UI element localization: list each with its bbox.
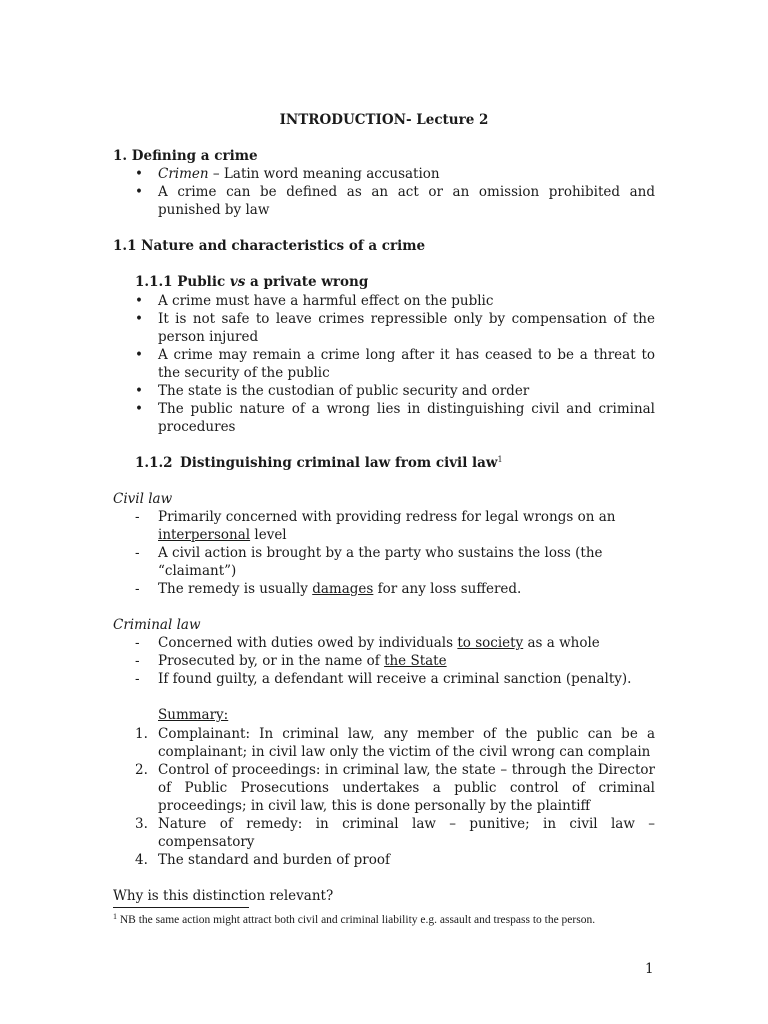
list-item (113, 346, 655, 382)
heading-number: 1.1.2 (135, 455, 173, 471)
bullet-icon: • (135, 184, 143, 200)
criminal-law-heading: Criminal law (113, 617, 201, 633)
footnote-separator (113, 907, 249, 908)
bullet-icon: • (135, 383, 143, 399)
list-item (113, 544, 655, 580)
heading-emphasis: vs (229, 274, 246, 290)
list-item (113, 652, 655, 670)
dash-icon: - (135, 581, 140, 597)
list-item-text: level (250, 527, 287, 543)
heading-text: Distinguishing criminal law from civil law (180, 455, 498, 471)
list-item (113, 183, 655, 219)
footnote (113, 913, 673, 927)
item-number: 3. (135, 816, 148, 832)
list-item (113, 165, 655, 183)
list-item (113, 815, 655, 851)
list-item-text: for any loss suffered. (373, 581, 522, 597)
section-1-1-1-list (113, 292, 655, 436)
underlined-term: interpersonal (158, 527, 251, 543)
footnote-reference[interactable]: 1 (497, 455, 503, 464)
list-item (113, 670, 655, 688)
closing-question: Why is this distinction relevant? (113, 888, 334, 904)
section-1-1-2-heading (135, 454, 655, 472)
civil-law-list (113, 508, 655, 598)
page-number: 1 (645, 961, 654, 977)
item-number: 4. (135, 852, 148, 868)
section-1-list (113, 165, 655, 219)
list-item-text: It is not safe to leave crimes repressible only by compensation of the person injured (158, 311, 655, 345)
list-item (113, 761, 655, 815)
civil-law-heading: Civil law (113, 491, 173, 507)
list-item-text: If found guilty, a defendant will receive a criminal sanction (penalty). (158, 671, 632, 687)
list-item-text: as a whole (523, 635, 600, 651)
list-item-text: A civil action is brought by a the party who sustains the loss (the “claimant”) (158, 545, 603, 579)
list-item-text: A crime may remain a crime long after it has ceased to be a threat to the security of the public (158, 347, 655, 381)
item-number: 2. (135, 762, 148, 778)
item-number: 1. (135, 726, 148, 742)
list-item-text: Primarily concerned with providing redress for legal wrongs on an (158, 509, 616, 525)
list-item-text: The standard and burden of proof (158, 852, 390, 868)
list-item (113, 400, 655, 436)
criminal-law-list (113, 634, 655, 688)
summary-list (113, 725, 655, 869)
document-title: INTRODUCTION- Lecture 2 (279, 112, 489, 128)
bullet-icon: • (135, 401, 143, 417)
section-1-heading: 1. Defining a crime (113, 148, 258, 164)
list-item-text: – Latin word meaning accusation (208, 166, 440, 182)
heading-text: a private wrong (245, 274, 369, 290)
bullet-icon: • (135, 347, 143, 363)
section-1-1-1-heading (135, 273, 655, 291)
list-item-text: The state is the custodian of public security and order (158, 383, 530, 399)
list-item-text: Prosecuted by, or in the name of (158, 653, 385, 669)
heading-text: 1.1.1 Public (135, 274, 230, 290)
list-item-text: Concerned with duties owed by individuals (158, 635, 458, 651)
dash-icon: - (135, 635, 140, 651)
underlined-term: to society (457, 635, 524, 651)
bullet-icon: • (135, 311, 143, 327)
bullet-icon: • (135, 293, 143, 309)
list-item-text: A crime must have a harmful effect on the public (158, 293, 494, 309)
dash-icon: - (135, 545, 140, 561)
dash-icon: - (135, 509, 140, 525)
dash-icon: - (135, 671, 140, 687)
underlined-term: damages (312, 581, 374, 597)
list-item (113, 292, 655, 310)
list-item-text: A crime can be defined as an act or an omission prohibited and punished by law (158, 184, 655, 218)
list-item-text: Nature of remedy: in criminal law – punitive; in civil law – compensatory (158, 816, 655, 850)
list-item (113, 851, 655, 869)
list-item-text: Complainant: In criminal law, any member of the public can be a complainant; in civil law only the victim of the civil wrong can complain (158, 726, 655, 760)
list-item (113, 382, 655, 400)
latin-term: Crimen (158, 166, 209, 182)
underlined-term: the State (384, 653, 447, 669)
list-item (113, 580, 655, 598)
list-item-text: Control of proceedings: in criminal law, the state – through the Director of Public Prosecutions undertakes a public control of criminal proceedings; in civil law, this is done personally by the plaintiff (158, 762, 655, 814)
summary-label: Summary: (158, 707, 229, 723)
list-item (113, 508, 655, 544)
list-item-text: The public nature of a wrong lies in distinguishing civil and criminal procedures (158, 401, 655, 435)
footnote-mark: 1 (113, 912, 117, 921)
list-item (113, 310, 655, 346)
dash-icon: - (135, 653, 140, 669)
list-item (113, 634, 655, 652)
bullet-icon: • (135, 166, 143, 182)
list-item (113, 725, 655, 761)
list-item-text: The remedy is usually (158, 581, 313, 597)
footnote-text: NB the same action might attract both civil and criminal liability e.g. assault and trespass to the person. (117, 914, 596, 926)
document-page (113, 111, 655, 905)
section-1-1-heading: 1.1 Nature and characteristics of a crime (113, 238, 426, 254)
